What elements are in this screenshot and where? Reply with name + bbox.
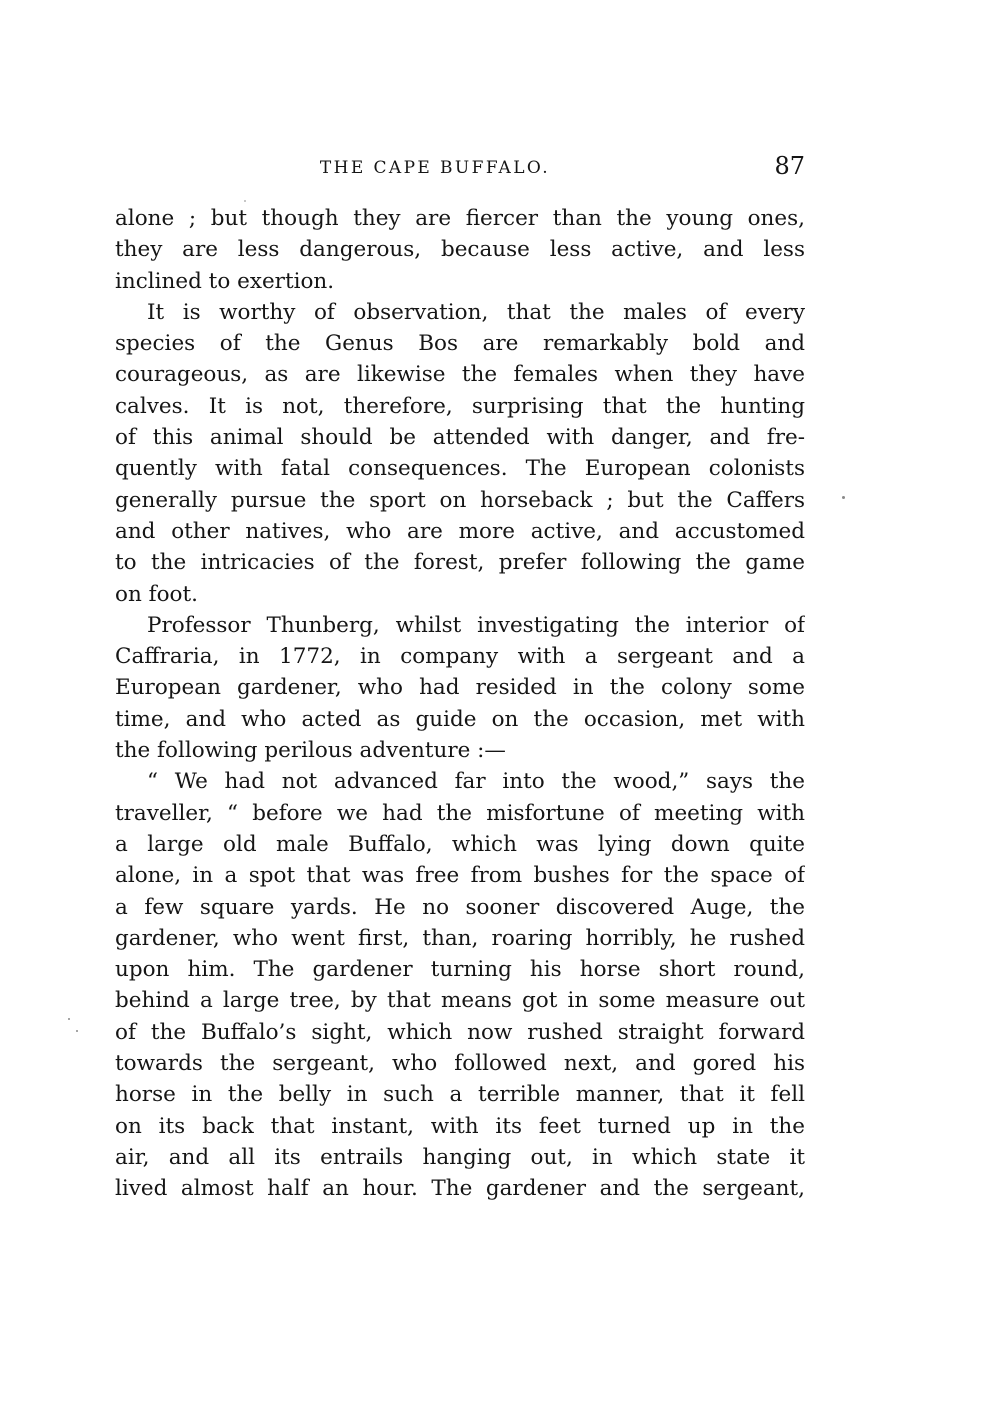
paper-speck <box>244 200 246 202</box>
text-line: time, and who acted as guide on the occasion, met with <box>115 706 805 732</box>
text-line: calves. It is not, therefore, surprising that the hunting <box>115 393 805 419</box>
text-line: towards the sergeant, who followed next, and gored his <box>115 1051 805 1077</box>
text-line: a large old male Buffalo, which was lying down quite <box>115 831 805 857</box>
text-line: alone, in a spot that was free from bushes for the space of <box>115 863 805 889</box>
text-line: quently with fatal consequences. The European colonists <box>115 456 805 482</box>
text-line: air, and all its entrails hanging out, in which state it <box>115 1144 805 1170</box>
paragraph-first-line: It is worthy of observation, that the males of every <box>147 299 805 325</box>
text-line: upon him. The gardener turning his horse short round, <box>115 957 805 983</box>
text-line: on its back that instant, with its feet turned up in the <box>115 1113 805 1139</box>
paper-speck <box>68 1018 70 1020</box>
running-title: THE CAPE BUFFALO. <box>319 158 551 178</box>
text-line: and other natives, who are more active, and accustomed <box>115 518 805 544</box>
text-line: horse in the belly in such a terrible manner, that it fell <box>115 1082 805 1108</box>
text-line: they are less dangerous, because less active, and less <box>115 237 805 263</box>
text-line: a few square yards. He no sooner discovered Auge, the <box>115 894 805 920</box>
text-line: European gardener, who had resided in the colony some <box>115 675 805 701</box>
paragraph-first-line: Professor Thunberg, whilst investigating the interior of <box>147 612 805 638</box>
text-line: of this animal should be attended with danger, and fre- <box>115 425 805 451</box>
text-line: inclined to exertion. <box>115 268 335 294</box>
page-number: 87 <box>774 152 805 180</box>
text-line: the following perilous adventure :— <box>115 738 506 764</box>
paragraph-first-line: “ We had not advanced far into the wood,” says the <box>147 769 805 795</box>
text-line: generally pursue the sport on horseback ; but the Caffers <box>115 487 805 513</box>
text-line: alone ; but though they are fiercer than the young ones, <box>115 206 805 231</box>
text-line: traveller, “ before we had the misfortune of meeting with <box>115 800 805 826</box>
body-text <box>115 203 805 1205</box>
text-line: courageous, as are likewise the females when they have <box>115 362 805 388</box>
text-line: gardener, who went first, than, roaring horribly, he rushed <box>115 925 805 951</box>
paper-speck <box>76 1030 78 1032</box>
paper-speck <box>842 496 845 499</box>
text-line: of the Buffalo’s sight, which now rushed straight forward <box>115 1019 805 1045</box>
running-head <box>115 152 805 184</box>
text-line: lived almost half an hour. The gardener and the sergeant, <box>115 1176 805 1202</box>
text-line: behind a large tree, by that means got in some measure out <box>115 988 805 1014</box>
text-line: species of the Genus Bos are remarkably bold and <box>115 331 805 357</box>
text-line: to the intricacies of the forest, prefer following the game <box>115 550 805 576</box>
text-line: on foot. <box>115 581 198 607</box>
text-line: Caffraria, in 1772, in company with a sergeant and a <box>115 644 805 670</box>
